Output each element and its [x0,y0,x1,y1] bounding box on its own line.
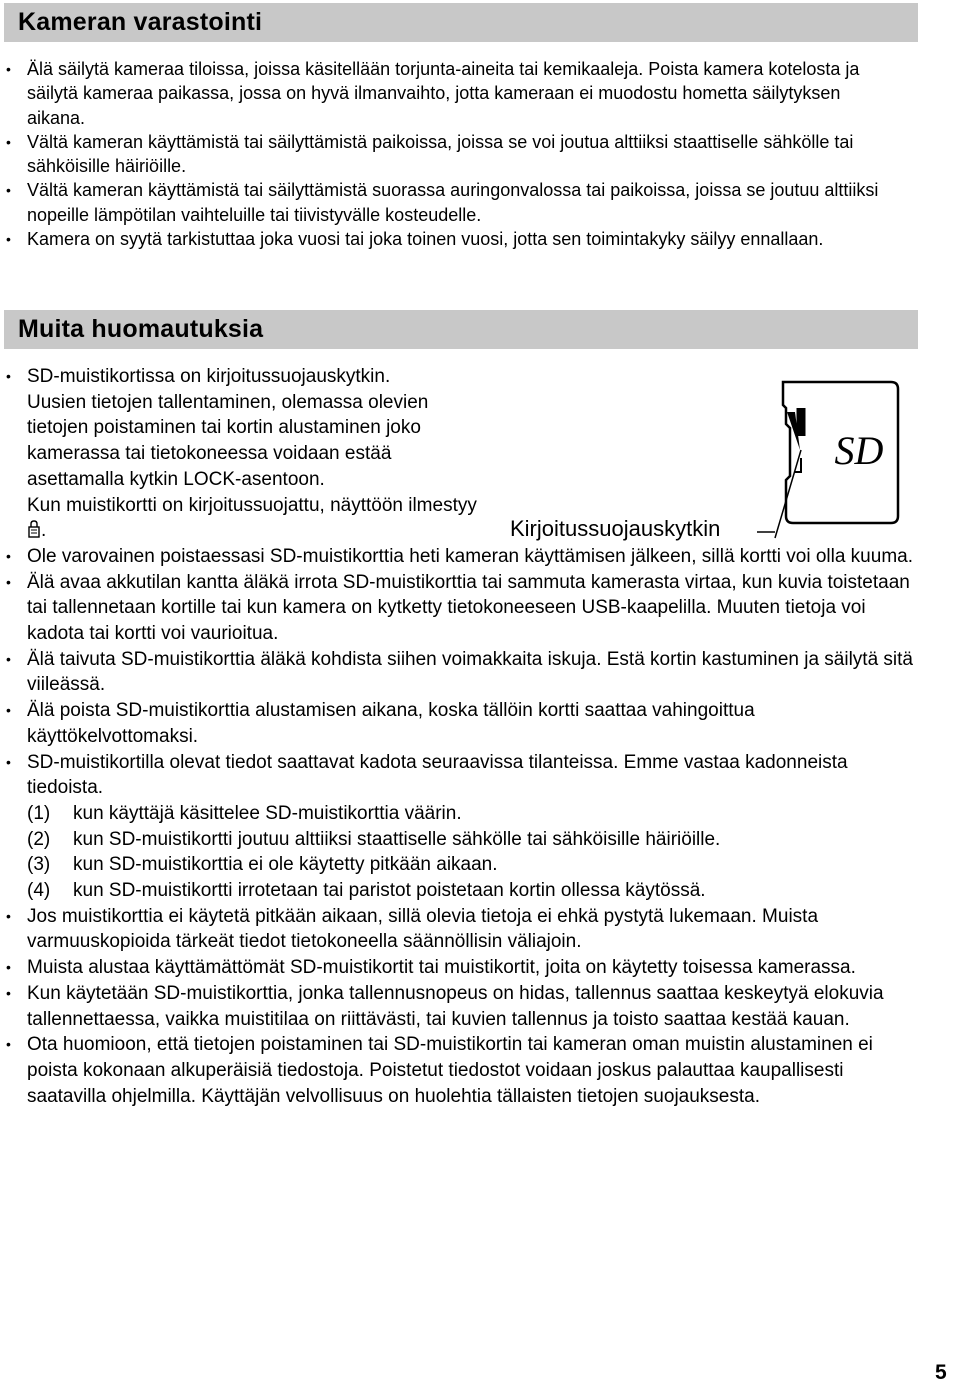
list-item-data-loss [0,750,920,904]
list-item: • Älä poista SD-muistikorttia alustamisen aikana, koska tällöin kortti saattaa vahingoittua käyttökelvottomaksi. [0,698,920,749]
list-item: • Muista alustaa käyttämättömät SD-muistikortit tai muistikortit, joita on käytetty toisessa kamerassa. [0,955,920,981]
sd-lock-title: • SD-muistikortissa on kirjoitussuojauskytkin. [27,366,391,387]
list-item: • Älä avaa akkutilan kantta äläkä irrota SD-muistikorttia tai sammuta kamerasta virtaa, kun kuvia toistetaan tai tallennetaan kortille tai kun kamera on kytketty tietokoneeseen USB-kaapelilla. Muuten tietoja voi kadota tai kortti voi vaurioitua. [0,570,920,647]
list-item: • Ole varovainen poistaessasi SD-muistikorttia heti kameran käyttämisen jälkeen, sillä kortti voi olla kuuma. [0,544,920,570]
list-item: • Ota huomioon, että tietojen poistaminen tai SD-muistikortin tai kameran oman muistin alustaminen ei poista kokonaan alkuperäisiä tiedostoja. Poistetut tiedostot voidaan joskus palauttaa kaupallisesti saatavilla ohjelmilla. Käyttäjän velvollisuus on huolehtia tällaisten tietojen suojauksesta. [0,1032,920,1109]
list-item: • Vältä kameran käyttämistä tai säilyttämistä paikoissa, joissa se voi joutua alttiiksi staattiselle sähkölle tai sähköisille häiriöille. [0,130,900,179]
sd-logo: SD [834,428,884,473]
sd-lock-text2: Kun muistikortti on kirjoitussuojattu, näyttöön ilmestyy . [27,494,477,542]
sub-item: (3) kun SD-muistikorttia ei ole käytetty pitkään aikaan. [27,854,498,876]
list-item: • Jos muistikorttia ei käytetä pitkään aikaan, sillä olevia tietoja ei ehkä pystytä lukemaan. Muista varmuuskopioida tärkeät tiedot tietokoneella säännöllisin väliajoin. [0,904,920,955]
sd-lock-text: Uusien tietojen tallentaminen, olemassa olevien tietojen poistaminen tai kortin alustaminen joko kamerassa tai tietokoneessa voidaan estää asettamalla kytkin LOCK-asentoon. [27,391,429,490]
list-item: • Vältä kameran käyttämistä tai säilyttämistä suorassa auringonvalossa tai paikoissa, joissa se joutuu alttiiksi nopeille lämpötilan vaihteluille tai tiivistyvälle kosteudelle. [0,178,900,227]
notes-list [0,364,920,1109]
sub-item: (1) kun käyttäjä käsittelee SD-muistikorttia väärin. [27,802,462,824]
figure-caption: Kirjoitussuojauskytkin [510,516,721,541]
lock-icon [27,520,41,538]
list-item-sd-lock [0,364,920,544]
section-header-notes [4,310,918,349]
list-item: • Kamera on syytä tarkistuttaa joka vuosi tai joka toinen vuosi, jotta sen toimintakyky säilyy ennallaan. [0,227,900,251]
sub-item: (4) kun SD-muistikortti irrotetaan tai paristot poistetaan kortin ollessa käytössä. [27,880,706,902]
list-item: • Kun käytetään SD-muistikorttia, jonka tallennusnopeus on hidas, tallennus saattaa keskeytyä elokuvia tallennettaessa, vaikka muistitilaa on riittävästi, tai kuvien tallennus ja toisto saattaa kestää kauan. [0,981,920,1032]
list-item: • Älä taivuta SD-muistikorttia äläkä kohdista siihen voimakkaita iskuja. Estä kortin kastuminen ja säilytä sitä viileässä. [0,647,920,698]
sub-item: (2) kun SD-muistikortti joutuu alttiiksi staattiselle sähkölle tai sähköisille häiriöille. [27,828,721,850]
data-loss-text: • SD-muistikortilla olevat tiedot saattavat kadota seuraavissa tilanteissa. Emme vastaa kadonneista tiedoista. [27,751,848,799]
storage-list [0,57,900,251]
section-header-storage [4,3,918,42]
section-title: Muita huomautuksia [18,315,264,343]
section-title: Kameran varastointi [18,8,263,36]
list-item: • Älä säilytä kameraa tiloissa, joissa käsitellään torjunta-aineita tai kemikaaleja. Poista kamera kotelosta ja säilytä kameraa paikassa, jossa on hyvä ilmanvaihto, jotta kameraan ei muodostu hometta säilytyksen aikana. [0,57,900,130]
page-number: 5 [935,1361,947,1384]
